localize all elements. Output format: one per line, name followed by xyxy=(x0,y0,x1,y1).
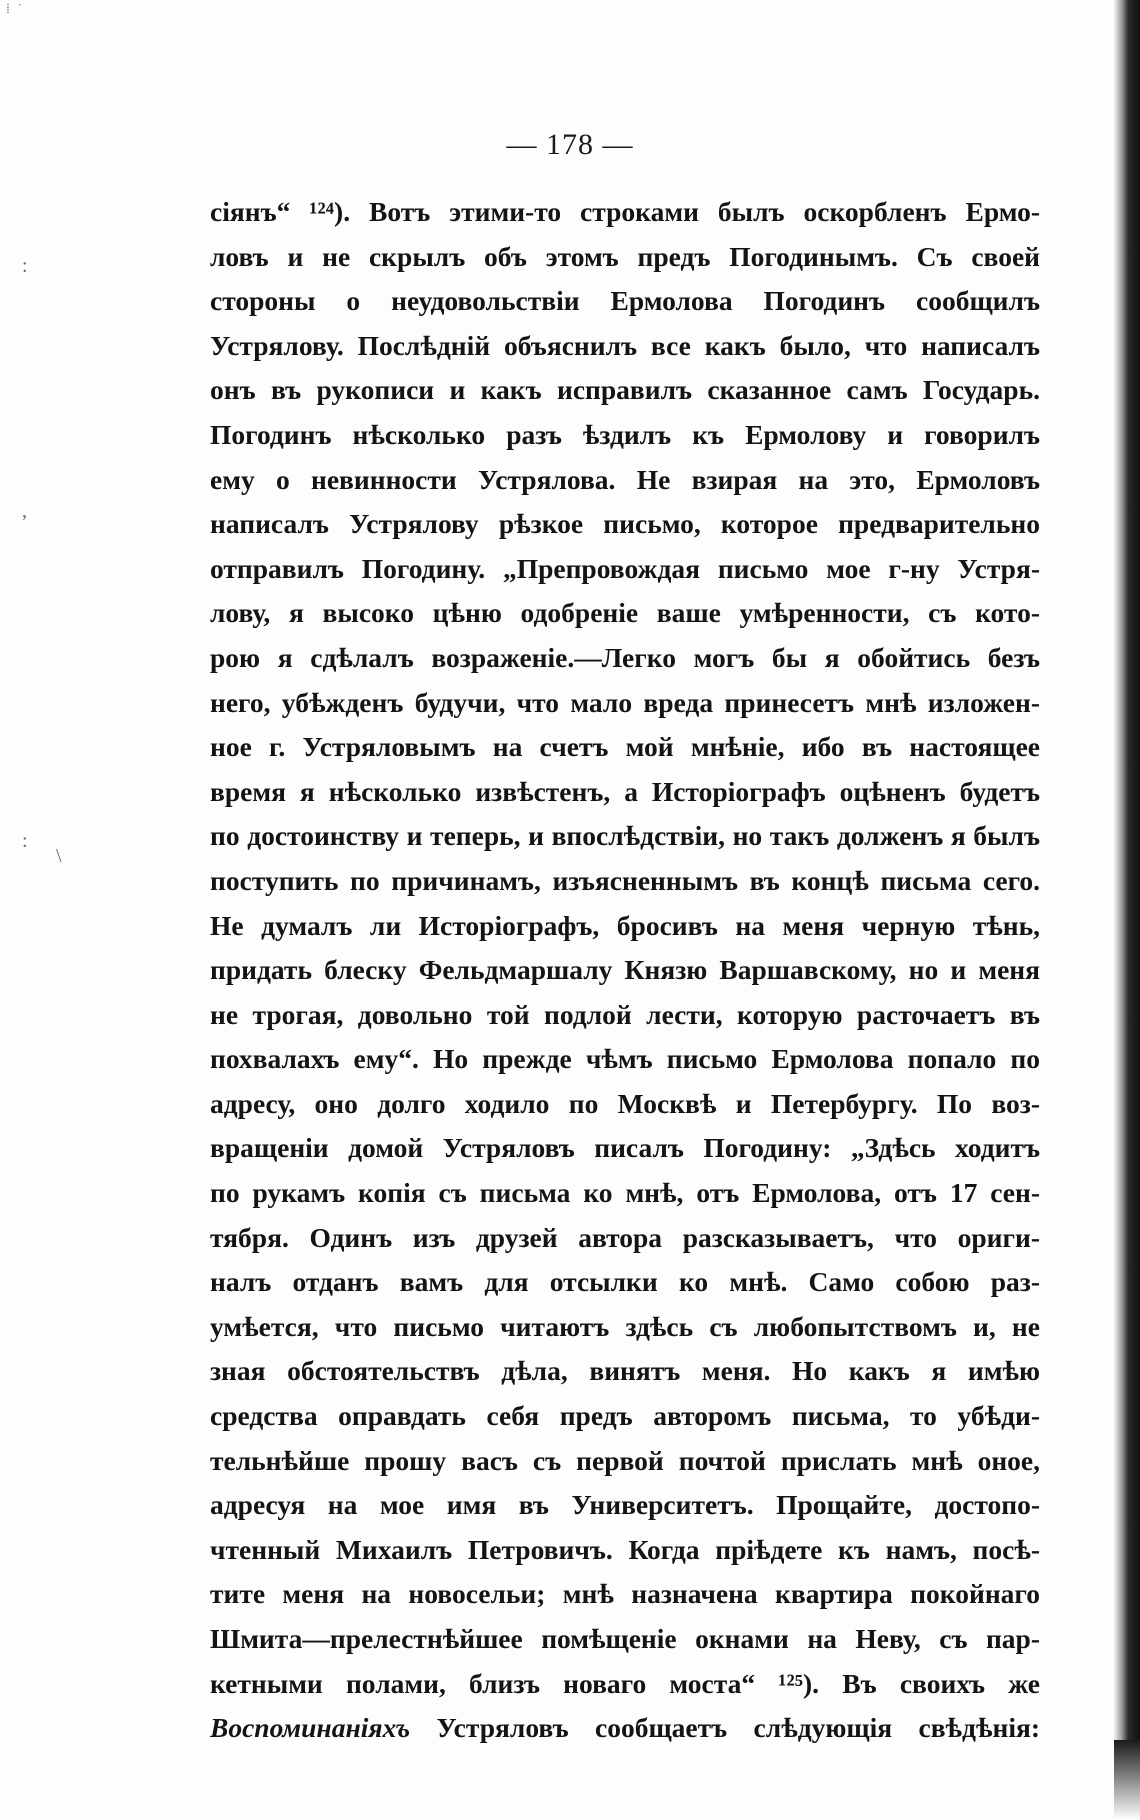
text-line: чтенный Михаилъ Петровичъ. Когда пріѣдете къ намъ, посѣ- xyxy=(210,1533,1040,1565)
text-line: налъ отданъ вамъ для отсылки ко мнѣ. Само собою раз- xyxy=(210,1266,1040,1298)
text-line: онъ въ рукописи и какъ исправилъ сказанное самъ Государь. xyxy=(210,374,1040,406)
margin-dots: : xyxy=(22,830,28,852)
text-line: умѣется, что письмо читаютъ здѣсь съ любопытствомъ и, не xyxy=(210,1310,1040,1342)
text-line: стороны о неудовольствіи Ермолова Погодинъ сообщилъ xyxy=(210,285,1040,317)
italic-title: Воспоминаніяхъ xyxy=(210,1712,411,1744)
body-text xyxy=(210,190,1040,1751)
text-line: него, убѣжденъ будучи, что мало вреда принесетъ мнѣ изложен- xyxy=(210,686,1040,718)
text-line: Устрялову. Послѣдній объяснилъ все какъ было, что написалъ xyxy=(210,329,1040,361)
text-line: по достоинству и теперь, и впослѣдствіи, но такъ долженъ я былъ xyxy=(210,820,1040,852)
scan-specks: ⁞ ˙ xyxy=(6,2,25,17)
text-line: написалъ Устрялову рѣзкое письмо, которое предварительно xyxy=(210,508,1040,540)
text-line xyxy=(210,1706,1040,1751)
text-line: адресу, оно долго ходило по Москвѣ и Петербургу. По воз- xyxy=(210,1087,1040,1119)
text-line: вращеніи домой Устряловъ писалъ Погодину: „Здѣсь ходитъ xyxy=(210,1132,1040,1164)
text-line: кетными полами, близъ новаго моста“ ¹²⁵). Въ своихъ же xyxy=(210,1667,1040,1699)
text-line: по рукамъ копія съ письма ко мнѣ, отъ Ермолова, отъ 17 сен- xyxy=(210,1177,1040,1209)
text-line: ему о невинности Устрялова. Не взирая на это, Ермоловъ xyxy=(210,463,1040,495)
text-line: ное г. Устряловымъ на счетъ мой мнѣніе, ибо въ настоящее xyxy=(210,731,1040,763)
text-line: придать блеску Фельдмаршалу Князю Варшавскому, но и меня xyxy=(210,954,1040,986)
margin-dots: , xyxy=(22,500,27,522)
margin-dots: : xyxy=(22,255,28,277)
text-line: время я нѣсколько извѣстенъ, а Исторіографъ оцѣненъ будетъ xyxy=(210,775,1040,807)
text-line: тября. Одинъ изъ друзей автора разсказываетъ, что ориги- xyxy=(210,1221,1040,1253)
text-line: отправилъ Погодину. „Препровождая письмо мое г-ну Устря- xyxy=(210,552,1040,584)
text-line: Не думалъ ли Исторіографъ, бросивъ на меня черную тѣнь, xyxy=(210,909,1040,941)
text-line: тите меня на новосельи; мнѣ назначена квартира покойнаго xyxy=(210,1578,1040,1610)
text-line: тельнѣйше прошу васъ съ первой почтой прислать мнѣ оное, xyxy=(210,1444,1040,1476)
text-line-rest: Устряловъ сообщаетъ слѣдующія свѣдѣнія: xyxy=(410,1712,1040,1744)
text-line: похвалахъ ему“. Но прежде чѣмъ письмо Ермолова попало по xyxy=(210,1043,1040,1075)
page-number: — 178 — xyxy=(506,128,634,161)
text-line: рою я сдѣлалъ возраженіе.—Легко могъ бы я обойтись безъ xyxy=(210,641,1040,673)
text-line: не трогая, довольно той подлой лести, которую расточаетъ въ xyxy=(210,998,1040,1030)
text-line: Шмита—прелестнѣйшее помѣщеніе окнами на Неву, съ пар- xyxy=(210,1623,1040,1654)
text-line: сіянъ“ ¹²⁴). Вотъ этими-то строками былъ оскорбленъ Ермо- xyxy=(210,196,1040,227)
text-line: ловъ и не скрылъ объ этомъ предъ Погодинымъ. Съ своей xyxy=(210,240,1040,272)
text-line: поступить по причинамъ, изъясненнымъ въ концѣ письма сего. xyxy=(210,864,1040,896)
text-line: адресуя на мое имя въ Университетъ. Прощайте, достопо- xyxy=(210,1489,1040,1521)
margin-tick: \ xyxy=(56,845,62,867)
text-line: Погодинъ нѣсколько разъ ѣздилъ къ Ермолову и говорилъ xyxy=(210,418,1040,450)
binding-shadow xyxy=(1114,0,1140,1740)
text-line: зная обстоятельствъ дѣла, винятъ меня. Но какъ я имѣю xyxy=(210,1355,1040,1387)
text-line: средства оправдать себя предъ авторомъ письма, то убѣди- xyxy=(210,1400,1040,1432)
binding-shadow-fade xyxy=(1114,1740,1140,1820)
text-line: лову, я высоко цѣню одобреніе ваше умѣренности, съ кото- xyxy=(210,597,1040,629)
